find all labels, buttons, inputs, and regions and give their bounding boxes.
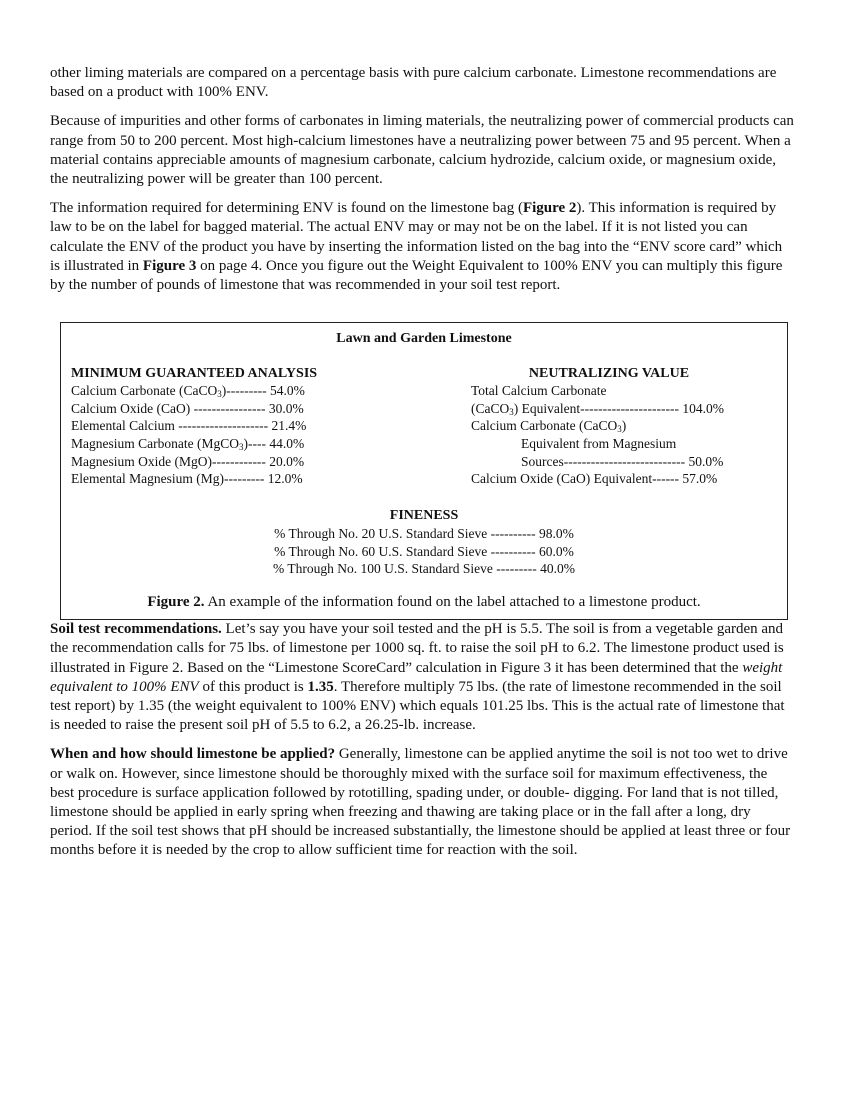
row-text: Calcium Oxide (CaO) ---------------- 30.0% — [71, 400, 304, 416]
row-text: Calcium Carbonate (CaCO — [471, 418, 618, 434]
guaranteed-analysis-heading: MINIMUM GUARANTEED ANALYSIS — [71, 366, 318, 382]
row-text: Sources--------------------------- 50.0% — [521, 453, 724, 469]
fineness-row: % Through No. 100 U.S. Standard Sieve --------- 40.0% — [273, 561, 575, 577]
analysis-row — [71, 435, 451, 453]
row-text: Equivalent from Magnesium — [521, 436, 677, 452]
text-run: on page 4. Once you figure out the Weight Equivalent to 100% ENV you can multiply this figure by the number of pounds of limestone that was recommended in your soil test report. — [50, 257, 783, 294]
text-run: of this product is — [198, 678, 308, 695]
text-run: ). This information is required by law to be on the label for bagged material. The actual ENV may or may not be on the label. If it is not listed you can calculate the ENV of the product you have by inserting the information listed on the bag into the “ENV score card” which is illustrated in — [50, 200, 783, 274]
text-run: Let’s say you have your soil tested and the pH is 5.5. The soil is from a vegetable garden and the recommendation calls for 75 lbs. of limestone per 1000 sq. ft. to raise the soil pH to 6.2. The limestone product used is illustrated in Figure 2. Based on the “Limestone ScoreCard” calculation in Figure 3 it has been determined that the — [50, 621, 784, 676]
fineness-list — [61, 525, 787, 578]
document-page — [50, 64, 795, 871]
neutralizing-row — [471, 382, 781, 400]
row-text: Magnesium Carbonate (MgCO — [71, 436, 239, 452]
figure-caption — [61, 594, 787, 611]
row-text: Elemental Calcium -------------------- 21.4% — [71, 418, 307, 434]
fineness-heading: FINENESS — [389, 508, 459, 524]
fineness-row: % Through No. 20 U.S. Standard Sieve ---------- 98.0% — [274, 526, 574, 542]
neutralizing-row — [471, 435, 781, 453]
analysis-row — [71, 470, 451, 488]
analysis-row — [71, 417, 451, 435]
subscript: 3 — [617, 424, 622, 435]
fineness-row: % Through No. 60 U.S. Standard Sieve ---------- 60.0% — [274, 543, 574, 559]
when-how-paragraph — [50, 745, 795, 860]
neutralizing-value-list — [471, 382, 781, 488]
text-run: The information required for determining ENV is found on the limestone bag ( — [50, 200, 523, 217]
neutralizing-row — [471, 417, 781, 435]
row-text: )---- 44.0% — [243, 436, 305, 452]
soil-test-paragraph — [50, 620, 795, 735]
guaranteed-analysis-list — [71, 382, 451, 488]
neutralizing-row — [471, 453, 781, 471]
text-run: . Therefore multiply 75 lbs. (the rate of limestone recommended in the soil test report) by 1.35 (the weight equivalent to 100% ENV) which equals 101.25 lbs. This is the actual rate of limestone that is needed to raise the present soil pH of 5.5 to 6.2, a 26.25-lb. increase. — [50, 678, 785, 734]
row-text: ) Equivalent---------------------- 104.0% — [513, 400, 725, 416]
neutralizing-row — [471, 470, 781, 488]
row-text: Calcium Oxide (CaO) Equivalent------ 57.0% — [471, 471, 718, 487]
intro-paragraph-2: Because of impurities and other forms of carbonates in liming materials, the neutralizing power of commercial products can range from 50 to 200 percent. Most high-calcium limestones have a neutralizing power between 75 and 95 percent. When a material contains appreciable amounts of magnesium carbonate, calcium hydrozide, calcium oxide, or magnesium oxide, the neutralizing power will be greater than 100 percent. — [50, 113, 794, 188]
subscript: 3 — [217, 389, 222, 400]
emphasis-text: weight equivalent to 100% ENV — [50, 659, 783, 695]
weight-equivalent-value: 1.35 — [307, 678, 334, 695]
label-title: Lawn and Garden Limestone — [336, 331, 512, 347]
row-text: Total Calcium Carbonate — [471, 383, 607, 399]
figure-2-label-box — [60, 322, 788, 620]
figure-caption-text: An example of the information found on the label attached to a limestone product. — [204, 594, 701, 611]
intro-paragraph-1: other liming materials are compared on a percentage basis with pure calcium carbonate. Limestone recommendations are based on a product with 100% ENV. — [50, 65, 777, 101]
figure-caption-label: Figure 2. — [147, 594, 205, 611]
guaranteed-analysis-column — [71, 365, 451, 488]
soil-test-heading: Soil test recommendations. — [50, 621, 222, 638]
analysis-row — [71, 453, 451, 471]
row-text: (CaCO — [471, 400, 510, 416]
row-text: )--------- 54.0% — [221, 383, 305, 399]
analysis-row — [71, 382, 451, 400]
env-paragraph — [50, 199, 795, 295]
row-text: Elemental Magnesium (Mg)--------- 12.0% — [71, 471, 303, 487]
text-run: Generally, limestone can be applied anytime the soil is not too wet to drive or walk on. However, since limestone should be thoroughly mixed with the surface soil for maximum effectiveness, the best procedure is surface application followed by rototilling, spading under, or double- digging. For land that is not tilled, limestone should be applied in early spring when freezing and thawing are taking place or in the fall after a long, dry period. If the soil test shows that pH should be increased substantially, the limestone should be applied at least three or four months before it is needed by the crop to allow sufficient time for reaction with the soil. — [50, 746, 791, 859]
when-how-heading: When and how should limestone be applied? — [50, 746, 336, 763]
figure-2-reference: Figure 2 — [522, 200, 577, 217]
row-text: Magnesium Oxide (MgO)------------ 20.0% — [71, 453, 305, 469]
neutralizing-value-column — [471, 365, 781, 488]
row-text: Calcium Carbonate (CaCO — [71, 383, 218, 399]
row-text: ) — [621, 418, 627, 434]
analysis-row — [71, 400, 451, 418]
subscript: 3 — [238, 442, 244, 453]
neutralizing-row — [471, 400, 781, 418]
figure-3-reference: Figure 3 — [142, 257, 197, 274]
fineness-section — [61, 507, 787, 578]
subscript: 3 — [509, 406, 514, 417]
neutralizing-value-heading: NEUTRALIZING VALUE — [528, 366, 690, 382]
